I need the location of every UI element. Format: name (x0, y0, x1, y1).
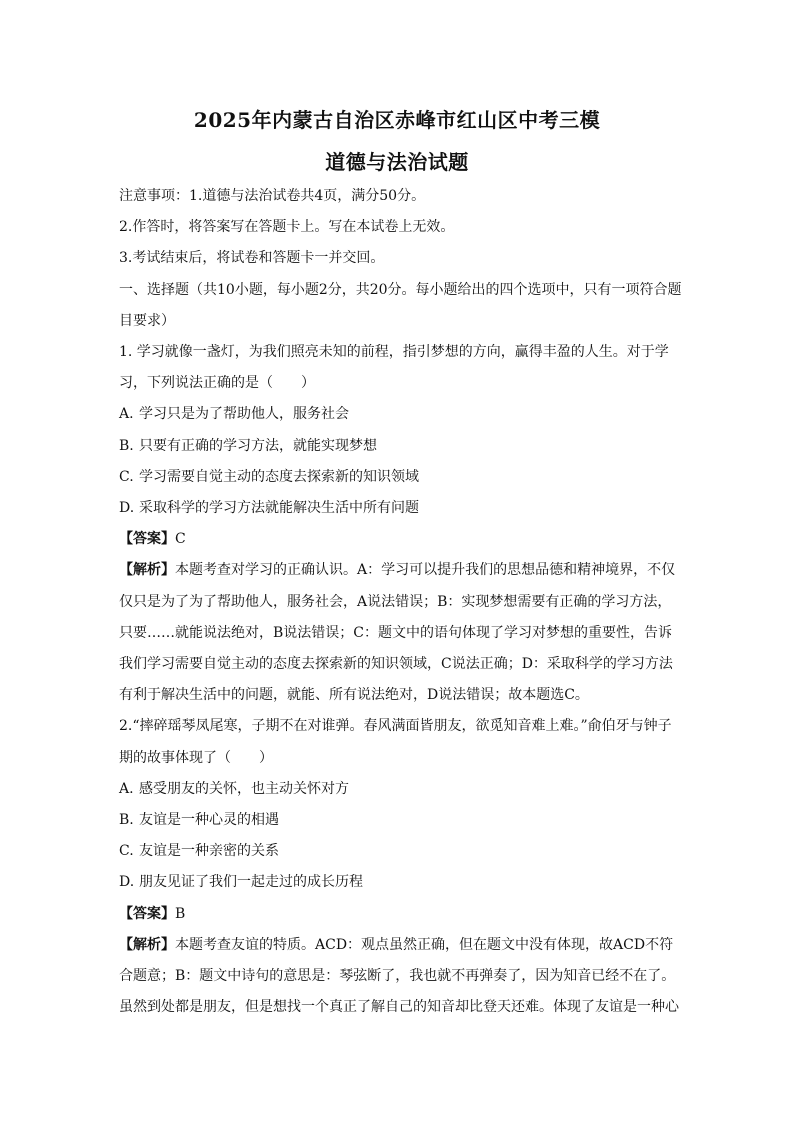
option-key: D. (119, 500, 135, 517)
section-heading: 一、选择题（共10小题，每小题2分，共20分。每小题给出的四个选项中，只有一项符合题目要求） (119, 281, 682, 329)
option-key: C. (119, 468, 134, 485)
analysis-label: 【解析】 (119, 936, 175, 953)
answer-value: C (175, 531, 186, 548)
question-2-analysis (119, 930, 685, 1024)
option-key: B. (119, 812, 134, 829)
option-text: 采取科学的学习方法就能解决生活中所有问题 (139, 500, 419, 517)
option-key: D. (119, 874, 135, 891)
option-text: 学习需要自觉主动的态度去探索新的知识领域 (139, 468, 419, 485)
option-text: 友谊是一种心灵的相遇 (139, 812, 279, 829)
question-1-analysis (119, 555, 685, 711)
document-body (119, 181, 685, 1023)
document-title: 2025年内蒙古自治区赤峰市红山区中考三模 (193, 108, 601, 132)
question-1-option-a (119, 399, 685, 430)
answer-value: B (175, 905, 186, 922)
document-subtitle: 道德与法治试题 (325, 150, 469, 174)
note-3: 3.考试结束后，将试卷和答题卡一并交回。 (119, 250, 385, 267)
analysis-text: 本题考查友谊的特质。ACD：观点虽然正确，但在题文中没有体现，故ACD不符合题意；B：题文中诗句的意思是：琴弦断了，我也就不再弹奏了，因为知音已经不在了。虽然到处都是朋友，但是想找一个真正了解自己的知音却比登天还难。体现了友谊是一种心 (119, 936, 679, 1016)
question-2-stem: 2.“摔碎瑶琴凤尾寒，子期不在对谁弹。春风满面皆朋友，欲觅知音难上难。”俞伯牙与钟子期的故事体现了（ ） (119, 718, 672, 766)
option-text: 友谊是一种亲密的关系 (139, 843, 279, 860)
analysis-text: 本题考查对学习的正确认识。A：学习可以提升我们的思想品德和精神境界，不仅仅只是为了为了帮助他人，服务社会，A说法错误；B：实现梦想需要有正确的学习方法，只要……就能说法绝对，B说法错误；C：题文中的语句体现了学习对梦想的重要性，告诉我们学习需要自觉主动的态度去探索新的知识领域，C说法正确；D：采取科学的学习方法有利于解决生活中的问题，就能、所有说法绝对，D说法错误；故本题选C。 (119, 562, 676, 704)
question-2-option-b (119, 805, 685, 836)
answer-label: 【答案】 (119, 905, 175, 922)
option-key: A. (119, 406, 134, 423)
question-1-option-c (119, 462, 685, 493)
note-2: 2.作答时，将答案写在答题卡上。写在本试卷上无效。 (119, 219, 455, 236)
option-key: B. (119, 437, 134, 454)
option-text: 感受朋友的关怀，也主动关怀对方 (139, 780, 349, 797)
question-2-option-c (119, 836, 685, 867)
option-text: 学习只是为了帮助他人，服务社会 (139, 406, 349, 423)
answer-label: 【答案】 (119, 531, 175, 548)
question-1-stem: 1. 学习就像一盏灯，为我们照亮未知的前程，指引梦想的方向，赢得丰盈的人生。对于学习，下列说法正确的是（ ） (119, 344, 669, 392)
question-1-answer (119, 524, 685, 555)
question-1-option-d (119, 493, 685, 524)
question-2-answer (119, 899, 685, 930)
option-text: 只要有正确的学习方法，就能实现梦想 (139, 437, 377, 454)
question-2-option-d (119, 867, 685, 898)
analysis-label: 【解析】 (119, 562, 175, 579)
option-key: C. (119, 843, 134, 860)
question-2-option-a (119, 774, 685, 805)
question-1-option-b (119, 431, 685, 462)
option-text: 朋友见证了我们一起走过的成长历程 (139, 874, 363, 891)
option-key: A. (119, 780, 134, 797)
note-1: 注意事项：1.道德与法治试卷共4页，满分50分。 (119, 188, 426, 204)
